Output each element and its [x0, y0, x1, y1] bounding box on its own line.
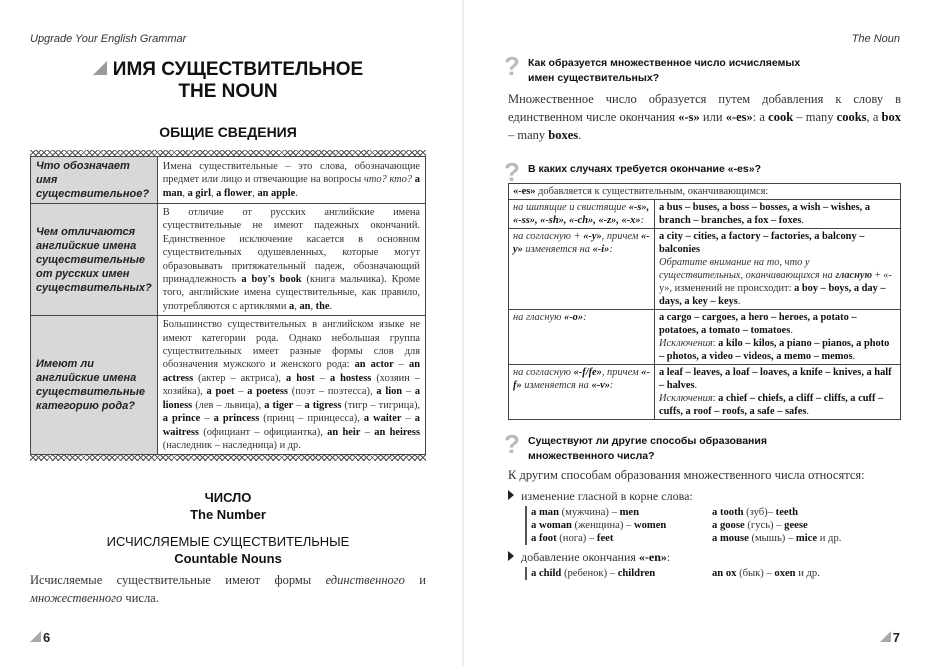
text-run: an apple — [257, 187, 296, 199]
example-list — [708, 506, 898, 545]
question-text: Существуют ли другие способы образования множественного числа? — [528, 435, 767, 462]
text-run: a host — [286, 372, 315, 384]
table-row — [31, 204, 426, 316]
text-run: «-s», «-ss», «-sh», «-ch», «-z», «-x» — [513, 202, 650, 226]
example-line — [712, 519, 898, 532]
text-run: a chief – chiefs, a cliff – cliffs, a cuff – cuffs, a roof – roofs, a safe – safes — [659, 393, 884, 417]
text-run: . — [801, 215, 804, 226]
text-run: an ox — [712, 568, 737, 579]
text-run: (тигр – тигрица), — [341, 399, 420, 411]
table-header-cell — [509, 184, 901, 200]
page-number-right — [880, 630, 900, 645]
text-run: , — [252, 187, 258, 199]
text-run: . — [790, 325, 793, 336]
text-run: a prince — [162, 413, 201, 425]
text-run: – — [393, 359, 410, 371]
text-run: , — [294, 300, 300, 312]
text-run: числа. — [122, 591, 159, 606]
text-run: geese — [784, 520, 808, 531]
question-text: Как образуется множественное число исчисляемых имен существительных? — [528, 57, 801, 84]
example-row — [525, 567, 901, 580]
text-run: men — [619, 507, 639, 518]
answer-cell — [157, 316, 425, 455]
other-ways-paragraph: К другим способам образования множественного числа относятся: — [508, 468, 865, 482]
text-run: . — [295, 187, 298, 199]
text-run: cook — [768, 110, 794, 124]
text-run: В отличие от русских английские имена существительные не имеют падежных окончаний. Единственное исключение касается в основном существительных одушевленных, которые могут образовывать притяжательный падеж, обозначающий принадлежность — [162, 207, 420, 286]
text-run: , a — [866, 110, 882, 124]
example-cell — [655, 365, 901, 420]
example-line — [712, 506, 898, 519]
text-run: a goose — [712, 520, 745, 531]
text-run: a mouse — [712, 533, 749, 544]
text-run: feet — [596, 533, 614, 544]
text-run: oxen — [774, 568, 796, 579]
text-run: , — [210, 187, 217, 199]
text-run: . — [737, 296, 741, 307]
example-cell — [655, 200, 901, 229]
text-run: единственного — [325, 573, 405, 588]
table-row — [509, 365, 901, 420]
text-run: a lion — [376, 386, 403, 398]
example-list — [525, 567, 708, 580]
text-run: – — [401, 413, 415, 425]
text-run: a kilo – kilos, a piano – pianos, a photo – photos, a video – videos, a memo – memos — [659, 338, 890, 362]
text-run: women — [633, 520, 667, 531]
text-run: : — [712, 393, 719, 404]
question-cell: Имеют ли английские имена существительные категорию рода? — [31, 316, 158, 455]
table-row — [509, 229, 901, 310]
text-run: (принц – принцесса), — [259, 413, 364, 425]
text-run: an actress — [162, 359, 420, 384]
text-run: : — [788, 283, 795, 294]
text-run: : — [609, 244, 613, 255]
rule-cell — [509, 310, 655, 365]
section-heading: ОБЩИЕ СВЕДЕНИЯ — [159, 124, 297, 140]
example-line — [531, 506, 708, 519]
text-run: . — [852, 351, 856, 362]
text-run: a boy – boys, a day – days, a key – keys — [659, 283, 886, 307]
chapter-title-ru: ИМЯ СУЩЕСТВИТЕЛЬНОЕ — [112, 59, 364, 80]
table-row — [31, 157, 426, 204]
table-border-ornament — [30, 455, 426, 461]
text-run: – — [200, 413, 214, 425]
text-run: a lioness — [162, 386, 421, 411]
text-run: «-v» — [591, 380, 610, 391]
general-info-table — [30, 156, 426, 455]
text-run: . — [694, 380, 698, 391]
text-run: a waiter — [363, 413, 402, 425]
text-run: (книга мальчика). Кроме того, английские имена существительные, как правило, употребляются с артиклями — [162, 274, 420, 312]
example-list — [525, 506, 708, 545]
text-run: a tiger — [264, 399, 294, 411]
text-run: a tooth — [712, 507, 744, 518]
text-run: на согласную + — [513, 231, 584, 242]
text-run: an heiress — [374, 426, 420, 438]
text-run: «-y» — [583, 231, 602, 242]
text-run: (наследник – наследница) и др. — [162, 439, 301, 451]
text-run: – — [314, 372, 330, 384]
text-run: : — [666, 550, 671, 564]
example-list — [708, 567, 898, 580]
text-run: boxes — [548, 128, 579, 142]
text-run: (мышь) – — [748, 533, 796, 544]
text-run: a waitress — [162, 413, 420, 438]
text-run: a poet — [206, 386, 235, 398]
question-cell: Что обозначает имя существительное? — [31, 157, 158, 204]
example-line — [712, 567, 898, 580]
bullet-item — [508, 549, 901, 565]
text-run: (ребенок) – — [561, 568, 618, 579]
text-run: a bus – buses, a boss – bosses, a wish – wishes, a branch – branches, a fox – foxes — [659, 202, 871, 226]
text-run: на шипящие и свистящие — [513, 202, 629, 213]
text-run: изменяется на — [521, 380, 592, 391]
text-run: , причем — [601, 231, 641, 242]
text-run: добавляется к существительным, оканчивающимся: — [535, 186, 769, 197]
page-number-left — [30, 630, 50, 645]
text-run: на согласную — [513, 367, 574, 378]
text-run: «-es» — [513, 186, 536, 197]
left-page-body — [30, 150, 426, 607]
text-run: множественного — [30, 591, 123, 606]
table-row — [509, 310, 901, 365]
text-run: (поэт – поэтесса), — [287, 386, 377, 398]
text-run: a flower — [216, 187, 253, 199]
example-line — [531, 567, 708, 580]
question-heading — [504, 429, 828, 464]
text-run: (нога) – — [556, 533, 597, 544]
text-run: Исключения — [659, 338, 713, 349]
text-run: , — [182, 187, 188, 199]
text-run: . — [329, 300, 333, 312]
text-run: (женщина) – — [571, 520, 634, 531]
text-run: , — [310, 300, 316, 312]
text-run: гласную — [835, 270, 873, 281]
text-run: добавление окончания — [521, 550, 639, 564]
text-run: – — [234, 386, 248, 398]
text-run: Множественное число образуется путем добавления к слову в единственном числе окончания — [508, 92, 901, 124]
triangle-ornament-icon — [93, 61, 107, 75]
text-run: изменяется на — [522, 244, 593, 255]
text-run: a hostess — [329, 372, 372, 384]
text-run: «-f/fe» — [573, 367, 602, 378]
triangle-ornament-icon — [30, 631, 41, 642]
text-run: a leaf – leaves, a loaf – loaves, a knife – knives, a half – halves — [659, 367, 892, 391]
text-run: – many — [793, 110, 837, 124]
text-run: : — [583, 312, 587, 323]
es-ending-table — [508, 183, 901, 420]
text-run: (актер – актриса), — [193, 372, 287, 384]
running-head-right: The Noun — [851, 33, 900, 45]
text-run: an heir — [327, 426, 361, 438]
text-run: a tigress — [304, 399, 342, 411]
text-run: «-en» — [638, 550, 667, 564]
text-run: «-y» — [513, 231, 650, 255]
answer-cell — [157, 204, 425, 316]
text-run: : — [712, 338, 719, 349]
question-cell: Чем отличаются английские имена существительные от русских имен существительных? — [31, 204, 158, 316]
text-run: a girl — [187, 187, 211, 199]
question-mark-icon: ? — [504, 157, 520, 187]
text-run: : — [640, 215, 645, 226]
page-number: 7 — [892, 630, 900, 645]
text-run: «-es» — [725, 110, 753, 124]
example-cell — [655, 310, 901, 365]
text-run: , причем — [601, 367, 642, 378]
text-run: – — [402, 386, 415, 398]
text-run: что? кто? — [363, 174, 413, 186]
countable-paragraph — [30, 571, 426, 607]
text-run: a man — [531, 507, 559, 518]
text-run: box — [881, 110, 901, 124]
text-run: – many — [508, 128, 549, 142]
text-run: teeth — [775, 507, 799, 518]
text-run: cooks — [836, 110, 867, 124]
text-run: или — [699, 110, 726, 124]
text-run: на гласную — [513, 312, 565, 323]
text-run: + «-y», изменений не происходит — [659, 270, 892, 294]
text-run: (бык) – — [736, 568, 775, 579]
text-run: . — [806, 406, 809, 417]
text-run: Исчисляемые существительные имеют формы — [30, 573, 326, 588]
text-run: : a — [752, 110, 769, 124]
text-run: a city – cities, a factory – factories, a balcony – balconies — [659, 231, 865, 255]
text-run: и — [404, 573, 426, 588]
plural-paragraph — [508, 90, 901, 144]
question-mark-icon: ? — [504, 51, 520, 81]
text-run: (лев – львица), — [192, 399, 265, 411]
example-line — [531, 519, 708, 532]
countable-subheading: Countable Nouns — [174, 551, 282, 567]
question-heading — [504, 157, 868, 187]
text-run: the — [315, 300, 330, 312]
rule-cell — [509, 229, 655, 310]
text-run: (официант – официантка), — [198, 426, 328, 438]
text-run: Исключения — [659, 393, 713, 404]
page-number: 6 — [43, 630, 51, 645]
chapter-title — [30, 58, 426, 81]
example-row — [525, 506, 901, 545]
text-run: Большинство существительных в английском языке не имеют категории рода. Однако небольшая группа существительных имеет разные формы слов для обозначения мужского и женского рода: — [162, 319, 420, 371]
question-heading — [504, 51, 828, 86]
text-run: a boy's book — [241, 274, 302, 286]
text-run: a foot — [531, 533, 557, 544]
text-run: (хозяин – хозяйка), — [162, 372, 420, 398]
text-run: a woman — [531, 520, 572, 531]
text-run: mice — [795, 533, 818, 544]
triangle-ornament-icon — [880, 631, 891, 642]
page-gutter — [462, 0, 464, 666]
chapter-title-en: THE NOUN — [178, 81, 278, 102]
number-heading: ЧИСЛО — [204, 490, 252, 506]
question-mark-icon: ? — [504, 429, 520, 459]
right-page-body — [504, 51, 901, 580]
text-run: a child — [531, 568, 562, 579]
text-run: (зуб)– — [743, 507, 776, 518]
text-run: – — [360, 426, 375, 438]
text-run: a man — [162, 174, 420, 199]
text-run: a — [289, 300, 295, 312]
table-row — [31, 316, 426, 455]
text-run: – — [293, 399, 305, 411]
example-cell — [655, 229, 901, 310]
answer-cell — [157, 157, 425, 204]
text-run: Имена существительные – это слова, обозначающие предмет или лицо и отвечающие на вопросы — [162, 160, 420, 186]
text-run: (мужчина) – — [558, 507, 620, 518]
example-line — [531, 532, 708, 545]
text-run: : — [609, 380, 614, 391]
bullet-item: изменение гласной в корне слова: — [508, 488, 901, 504]
question-text: В каких случаях требуется окончание «-es»? — [528, 163, 762, 175]
text-run: a cargo – cargoes, a hero – heroes, a potato – potatoes, a tomato – tomatoes — [659, 312, 857, 336]
text-run: an — [299, 300, 311, 312]
text-run: Обратите внимание на то, что у существительных, оканчивающихся на — [659, 257, 836, 281]
text-run: «-i» — [592, 244, 610, 255]
countable-heading: ИСЧИСЛЯЕМЫЕ СУЩЕСТВИТЕЛЬНЫЕ — [106, 534, 350, 550]
text-run: «-o» — [564, 312, 584, 323]
text-run: an actor — [354, 359, 394, 371]
number-subheading: The Number — [190, 507, 266, 523]
text-run: (гусь) – — [744, 520, 785, 531]
text-run: children — [617, 568, 656, 579]
table-header-row — [509, 184, 901, 200]
text-run: и др. — [817, 533, 842, 544]
text-run: «-f» — [513, 367, 650, 391]
rule-cell — [509, 200, 655, 229]
text-run: и др. — [795, 568, 820, 579]
rule-cell — [509, 365, 655, 420]
example-line — [712, 532, 898, 545]
text-run: a princess — [213, 413, 260, 425]
text-run: «-s» — [678, 110, 700, 124]
text-run: a poetess — [247, 386, 288, 398]
running-head-left: Upgrade Your English Grammar — [30, 33, 187, 45]
table-row — [509, 200, 901, 229]
text-run: . — [578, 128, 582, 142]
